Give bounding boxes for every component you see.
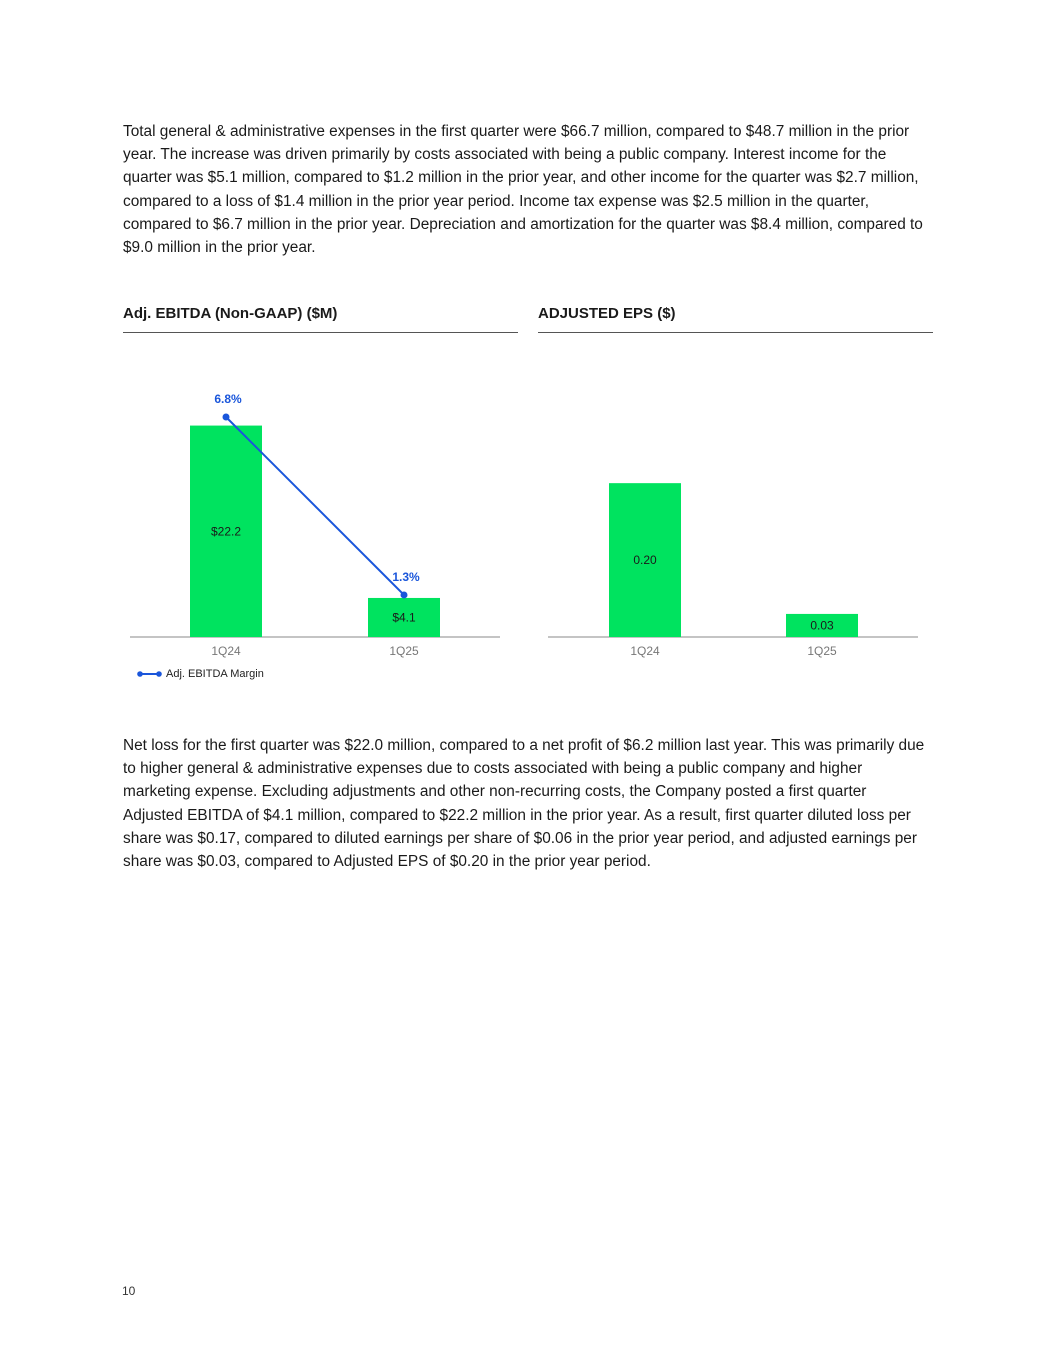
paragraph-net-loss: Net loss for the first quarter was $22.0 million, compared to a net profit of $6.2 million last year. This was primarily due to higher general & administrative expenses due to costs associated with being a public company and higher marketing expense. Excluding adjustments and other non-recurring costs, the Company posted a first quarter Adjusted EBITDA of $4.1 million, compared to $22.2 million in the prior year. As a result, first quarter diluted loss per share was $0.17, compared to diluted earnings per share of $0.06 in the prior year period, and adjusted earnings per share was $0.03, compared to Adjusted EPS of $0.20 in the prior year period. xyxy=(123,737,925,871)
ebitda-chart-title: Adj. EBITDA (Non-GAAP) ($M) xyxy=(123,305,338,322)
eps-tick-label-1q25: 1Q25 xyxy=(807,644,837,658)
ebitda-margin-label-1q24: 6.8% xyxy=(214,392,242,406)
ebitda-value-label-1q25: $4.1 xyxy=(392,610,416,625)
page-number: 10 xyxy=(122,1284,136,1298)
eps-tick-label-1q24: 1Q24 xyxy=(630,644,660,658)
ebitda-tick-label-1q25: 1Q25 xyxy=(389,644,419,658)
eps-value-label-1q24: 0.20 xyxy=(633,553,657,568)
eps-chart-title: ADJUSTED EPS ($) xyxy=(538,305,676,322)
ebitda-legend xyxy=(137,666,264,682)
eps-chart xyxy=(0,340,1055,670)
ebitda-tick-label-1q24: 1Q24 xyxy=(211,644,241,658)
legend-label: Adj. EBITDA Margin xyxy=(166,668,264,680)
ebitda-value-label-1q24: $22.2 xyxy=(210,524,242,539)
eps-value-label-1q25: 0.03 xyxy=(810,618,834,633)
legend-line-marker-icon xyxy=(137,666,163,682)
ebitda-title-rule xyxy=(123,332,518,333)
eps-title-rule xyxy=(538,332,933,333)
paragraph-expenses: Total general & administrative expenses in the first quarter were $66.7 million, compared to $48.7 million in the prior year. The increase was driven primarily by costs associated with being a public company. Interest income for the quarter was $5.1 million, compared to $1.2 million in the prior year, and other income for the quarter was $2.7 million, compared to a loss of $1.4 million in the prior year period. Income tax expense was $2.5 million in the quarter, compared to $6.7 million in the prior year. Depreciation and amortization for the quarter was $8.4 million, compared to $9.0 million in the prior year. xyxy=(123,123,923,257)
ebitda-margin-label-1q25: 1.3% xyxy=(392,569,420,584)
